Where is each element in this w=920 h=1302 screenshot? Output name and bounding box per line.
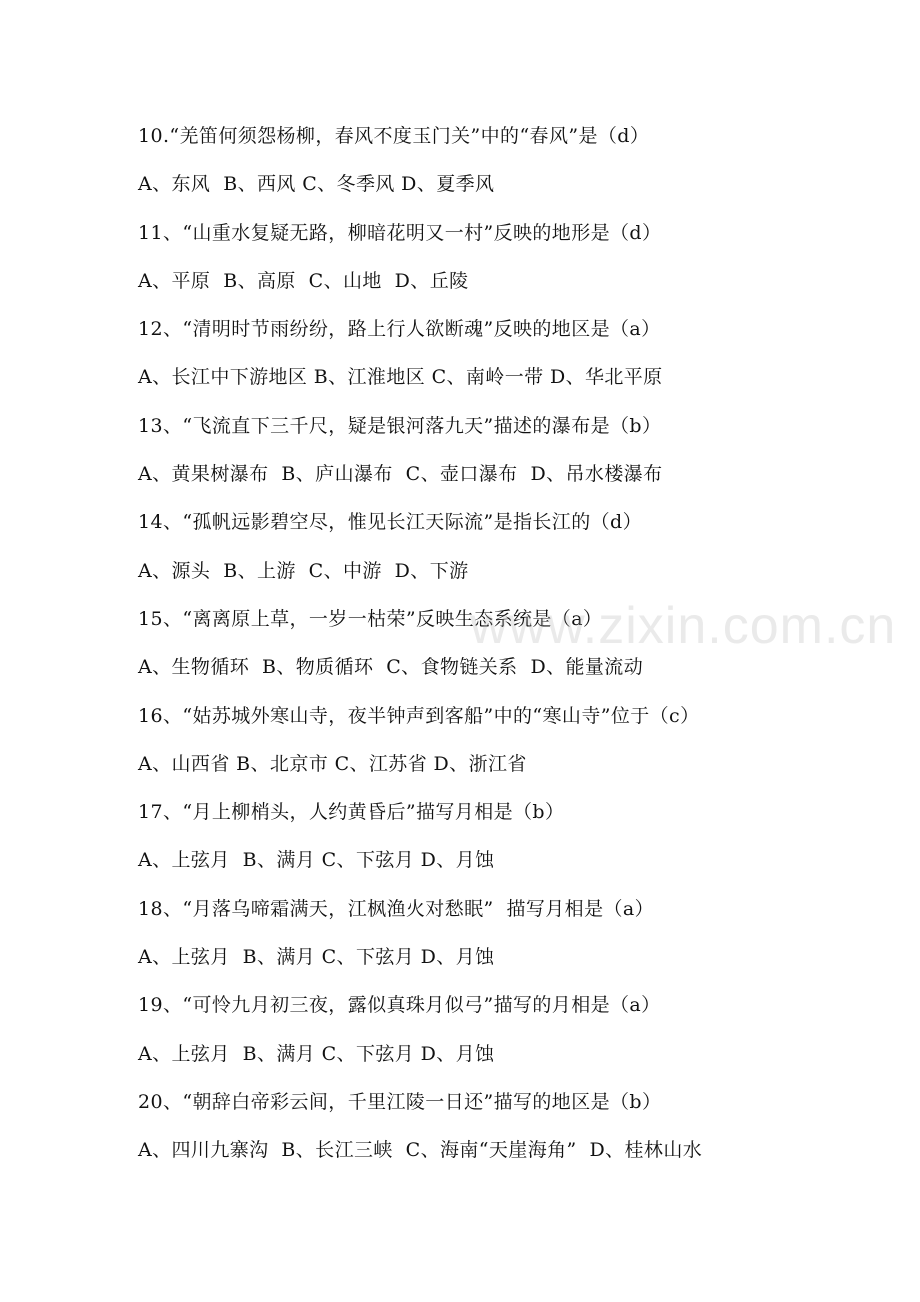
watermark: www.zixin.com.cn: [470, 597, 897, 655]
options-16: A、山西省 B、北京市 C、江苏省 D、浙江省: [138, 752, 527, 775]
question-14: 14、“孤帆远影碧空尽，惟见长江天际流”是指长江的（d）: [138, 511, 642, 534]
question-20: 20、“朝辞白帝彩云间，千里江陵一日还”描写的地区是（b）: [138, 1090, 662, 1113]
question-18: 18、“月落乌啼霜满天，江枫渔火对愁眠” 描写月相是（a）: [138, 897, 655, 920]
options-20: A、四川九寨沟 B、长江三峡 C、海南“天崖海角” D、桂林山水: [138, 1139, 703, 1162]
question-15: 15、“离离原上草，一岁一枯荣”反映生态系统是（a）: [138, 607, 603, 630]
options-19: A、上弦月 B、满月 C、下弦月 D、月蚀: [138, 1042, 495, 1065]
question-19: 19、“可怜九月初三夜，露似真珠月似弓”描写的月相是（a）: [138, 994, 661, 1017]
question-16: 16、“姑苏城外寒山寺，夜半钟声到客船”中的“寒山寺”位于（c）: [138, 704, 700, 727]
question-17: 17、“月上柳梢头，人约黄昏后”描写月相是（b）: [138, 801, 565, 824]
options-17: A、上弦月 B、满月 C、下弦月 D、月蚀: [138, 849, 495, 872]
question-12: 12、“清明时节雨纷纷，路上行人欲断魂”反映的地区是（a）: [138, 318, 661, 341]
options-12: A、长江中下游地区 B、江淮地区 C、南岭一带 D、华北平原: [138, 366, 663, 389]
options-11: A、平原 B、高原 C、山地 D、丘陵: [138, 269, 469, 292]
options-13: A、黄果树瀑布 B、庐山瀑布 C、壶口瀑布 D、吊水楼瀑布: [138, 463, 663, 486]
question-11: 11、“山重水复疑无路，柳暗花明又一村”反映的地形是（d）: [138, 221, 662, 244]
options-10: A、东风 B、西风 C、冬季风 D、夏季风: [138, 173, 495, 196]
options-18: A、上弦月 B、满月 C、下弦月 D、月蚀: [138, 946, 495, 969]
options-15: A、生物循环 B、物质循环 C、食物链关系 D、能量流动: [138, 656, 644, 679]
question-13: 13、“飞流直下三千尺，疑是银河落九天”描述的瀑布是（b）: [138, 414, 662, 437]
question-10: 10.“羌笛何须怨杨柳，春风不度玉门关”中的“春风”是（d）: [138, 125, 650, 147]
options-14: A、源头 B、上游 C、中游 D、下游: [138, 559, 469, 582]
